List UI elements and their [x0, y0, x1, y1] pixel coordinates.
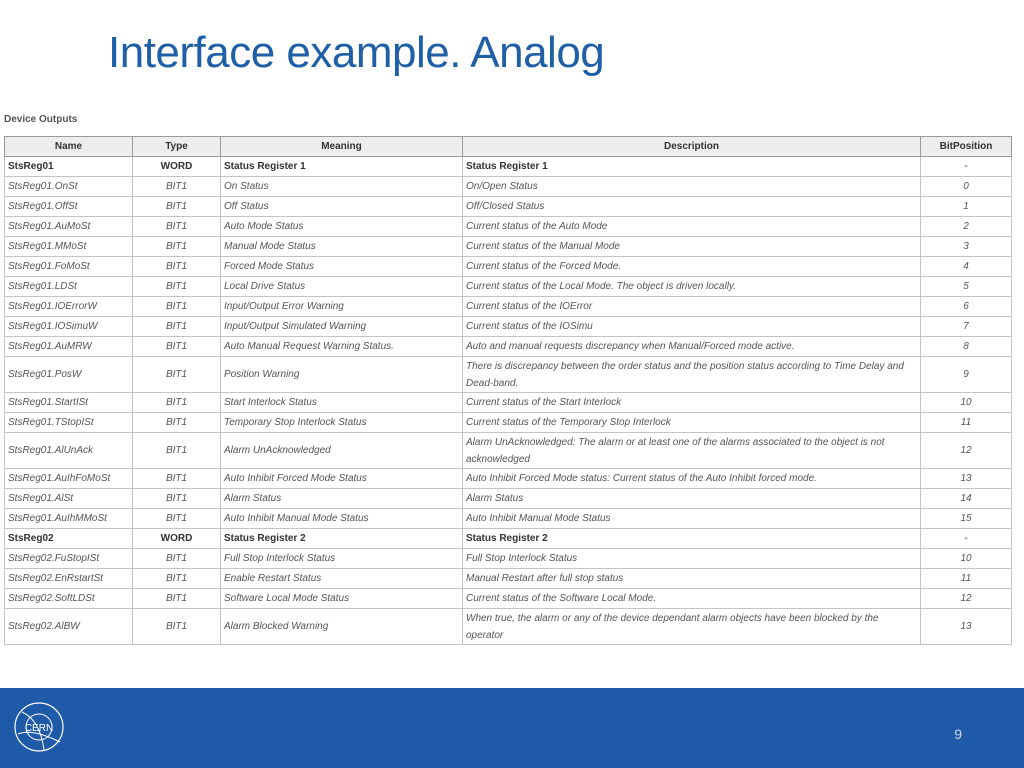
- cell-description: On/Open Status: [463, 177, 921, 197]
- cell-meaning: Auto Inhibit Manual Mode Status: [221, 509, 463, 529]
- cell-meaning: Enable Restart Status: [221, 569, 463, 589]
- cell-type: BIT1: [133, 337, 221, 357]
- cell-description: Current status of the Software Local Mode.: [463, 589, 921, 609]
- table-row: [5, 317, 1012, 337]
- cell-type: BIT1: [133, 393, 221, 413]
- table-row: [5, 393, 1012, 413]
- cell-description: Auto Inhibit Forced Mode status: Current status of the Auto Inhibit forced mode.: [463, 469, 921, 489]
- page-number: 9: [954, 726, 962, 742]
- cell-type: BIT1: [133, 177, 221, 197]
- cell-description: Alarm UnAcknowledged: The alarm or at least one of the alarms associated to the object is not acknowledged: [463, 433, 921, 469]
- table-row: [5, 549, 1012, 569]
- cell-meaning: Forced Mode Status: [221, 257, 463, 277]
- table-row: [5, 197, 1012, 217]
- table-row: [5, 157, 1012, 177]
- table-row: [5, 357, 1012, 393]
- cell-description: Current status of the Temporary Stop Interlock: [463, 413, 921, 433]
- cell-description: Auto and manual requests discrepancy when Manual/Forced mode active.: [463, 337, 921, 357]
- cell-description: Off/Closed Status: [463, 197, 921, 217]
- cell-meaning: Temporary Stop Interlock Status: [221, 413, 463, 433]
- table-row: [5, 413, 1012, 433]
- cell-bitposition: 12: [921, 589, 1012, 609]
- cell-type: BIT1: [133, 197, 221, 217]
- table-row: [5, 177, 1012, 197]
- cell-name: StsReg02.EnRstartSt: [5, 569, 133, 589]
- cell-name: StsReg01.LDSt: [5, 277, 133, 297]
- cell-description: When true, the alarm or any of the device dependant alarm objects have been blocked by the operator: [463, 609, 921, 645]
- cell-name: StsReg01.AuIhFoMoSt: [5, 469, 133, 489]
- cell-bitposition: 6: [921, 297, 1012, 317]
- table-row: [5, 469, 1012, 489]
- cell-bitposition: 11: [921, 569, 1012, 589]
- table-row: [5, 237, 1012, 257]
- cell-name: StsReg01.AlUnAck: [5, 433, 133, 469]
- cell-meaning: Auto Manual Request Warning Status.: [221, 337, 463, 357]
- cell-bitposition: 14: [921, 489, 1012, 509]
- cell-type: BIT1: [133, 549, 221, 569]
- table-row: [5, 337, 1012, 357]
- cell-bitposition: 1: [921, 197, 1012, 217]
- cell-bitposition: 5: [921, 277, 1012, 297]
- cell-type: BIT1: [133, 297, 221, 317]
- cell-meaning: Position Warning: [221, 357, 463, 393]
- cell-meaning: Local Drive Status: [221, 277, 463, 297]
- table-row: [5, 569, 1012, 589]
- cell-bitposition: 8: [921, 337, 1012, 357]
- cell-name: StsReg01.StartISt: [5, 393, 133, 413]
- cell-name: StsReg01.TStopISt: [5, 413, 133, 433]
- cell-bitposition: 7: [921, 317, 1012, 337]
- cell-meaning: Input/Output Error Warning: [221, 297, 463, 317]
- cell-type: BIT1: [133, 237, 221, 257]
- cell-name: StsReg01.AuMoSt: [5, 217, 133, 237]
- cell-name: StsReg01.OnSt: [5, 177, 133, 197]
- table-row: [5, 489, 1012, 509]
- column-header-bitposition: BitPosition: [921, 137, 1012, 157]
- column-header-meaning: Meaning: [221, 137, 463, 157]
- cell-bitposition: 3: [921, 237, 1012, 257]
- cell-name: StsReg01.AlSt: [5, 489, 133, 509]
- table-row: [5, 509, 1012, 529]
- cell-description: Current status of the Local Mode. The object is driven locally.: [463, 277, 921, 297]
- cell-type: BIT1: [133, 257, 221, 277]
- cell-type: BIT1: [133, 277, 221, 297]
- column-header-type: Type: [133, 137, 221, 157]
- cern-logo-icon: [10, 698, 68, 756]
- cell-meaning: Alarm Blocked Warning: [221, 609, 463, 645]
- cell-meaning: Auto Inhibit Forced Mode Status: [221, 469, 463, 489]
- cell-type: BIT1: [133, 489, 221, 509]
- cell-description: Status Register 1: [463, 157, 921, 177]
- cell-name: StsReg01: [5, 157, 133, 177]
- cell-bitposition: 10: [921, 393, 1012, 413]
- cell-description: Current status of the Forced Mode.: [463, 257, 921, 277]
- slide-title: Interface example. Analog: [108, 28, 605, 77]
- cell-name: StsReg02.FuStopISt: [5, 549, 133, 569]
- cell-name: StsReg01.IOSimuW: [5, 317, 133, 337]
- cell-name: StsReg01.IOErrorW: [5, 297, 133, 317]
- cell-bitposition: -: [921, 529, 1012, 549]
- cell-bitposition: 12: [921, 433, 1012, 469]
- cell-type: BIT1: [133, 589, 221, 609]
- cell-name: StsReg01.PosW: [5, 357, 133, 393]
- cell-description: Alarm Status: [463, 489, 921, 509]
- table-row: [5, 257, 1012, 277]
- cell-meaning: Alarm UnAcknowledged: [221, 433, 463, 469]
- cell-meaning: Input/Output Simulated Warning: [221, 317, 463, 337]
- cell-type: BIT1: [133, 569, 221, 589]
- cell-meaning: Alarm Status: [221, 489, 463, 509]
- cell-meaning: Status Register 1: [221, 157, 463, 177]
- cell-description: Full Stop Interlock Status: [463, 549, 921, 569]
- cell-name: StsReg01.MMoSt: [5, 237, 133, 257]
- cell-description: Manual Restart after full stop status: [463, 569, 921, 589]
- cell-type: BIT1: [133, 433, 221, 469]
- table-row: [5, 433, 1012, 469]
- column-header-name: Name: [5, 137, 133, 157]
- cell-meaning: Manual Mode Status: [221, 237, 463, 257]
- section-label: Device Outputs: [4, 114, 78, 125]
- cell-type: BIT1: [133, 413, 221, 433]
- table-header-row: [5, 137, 1012, 157]
- cell-type: BIT1: [133, 317, 221, 337]
- device-outputs-table-wrap: [4, 136, 1011, 645]
- bottom-fade: [0, 646, 1024, 686]
- cell-bitposition: 13: [921, 609, 1012, 645]
- cell-bitposition: 10: [921, 549, 1012, 569]
- cell-meaning: Off Status: [221, 197, 463, 217]
- cell-bitposition: 0: [921, 177, 1012, 197]
- cell-name: StsReg02: [5, 529, 133, 549]
- cell-description: Current status of the IOSimu: [463, 317, 921, 337]
- table-row: [5, 529, 1012, 549]
- cell-description: Status Register 2: [463, 529, 921, 549]
- cell-name: StsReg01.OffSt: [5, 197, 133, 217]
- cell-description: Current status of the Manual Mode: [463, 237, 921, 257]
- cell-type: BIT1: [133, 609, 221, 645]
- logo-text: CERN: [24, 723, 54, 734]
- cell-bitposition: 4: [921, 257, 1012, 277]
- cell-name: StsReg01.AuMRW: [5, 337, 133, 357]
- cell-name: StsReg02.SoftLDSt: [5, 589, 133, 609]
- cell-type: BIT1: [133, 509, 221, 529]
- table-row: [5, 297, 1012, 317]
- cell-meaning: Software Local Mode Status: [221, 589, 463, 609]
- cell-type: WORD: [133, 529, 221, 549]
- cell-bitposition: 2: [921, 217, 1012, 237]
- cell-description: There is discrepancy between the order status and the position status according to Time Delay and Dead-band.: [463, 357, 921, 393]
- cell-description: Current status of the IOError: [463, 297, 921, 317]
- cell-type: BIT1: [133, 469, 221, 489]
- cell-type: WORD: [133, 157, 221, 177]
- cell-bitposition: 15: [921, 509, 1012, 529]
- cell-description: Current status of the Start Interlock: [463, 393, 921, 413]
- cell-type: BIT1: [133, 357, 221, 393]
- column-header-description: Description: [463, 137, 921, 157]
- cell-bitposition: 13: [921, 469, 1012, 489]
- cell-meaning: Auto Mode Status: [221, 217, 463, 237]
- cell-meaning: Status Register 2: [221, 529, 463, 549]
- table-row: [5, 609, 1012, 645]
- footer-bar: [0, 688, 1024, 768]
- cell-description: Auto Inhibit Manual Mode Status: [463, 509, 921, 529]
- cell-meaning: Full Stop Interlock Status: [221, 549, 463, 569]
- cell-description: Current status of the Auto Mode: [463, 217, 921, 237]
- cell-bitposition: 11: [921, 413, 1012, 433]
- cell-name: StsReg01.AuIhMMoSt: [5, 509, 133, 529]
- cell-name: StsReg01.FoMoSt: [5, 257, 133, 277]
- table-row: [5, 217, 1012, 237]
- table-row: [5, 589, 1012, 609]
- table-row: [5, 277, 1012, 297]
- cell-bitposition: 9: [921, 357, 1012, 393]
- cell-bitposition: -: [921, 157, 1012, 177]
- cell-meaning: On Status: [221, 177, 463, 197]
- cell-meaning: Start Interlock Status: [221, 393, 463, 413]
- cell-type: BIT1: [133, 217, 221, 237]
- device-outputs-table: [4, 136, 1012, 645]
- cell-name: StsReg02.AlBW: [5, 609, 133, 645]
